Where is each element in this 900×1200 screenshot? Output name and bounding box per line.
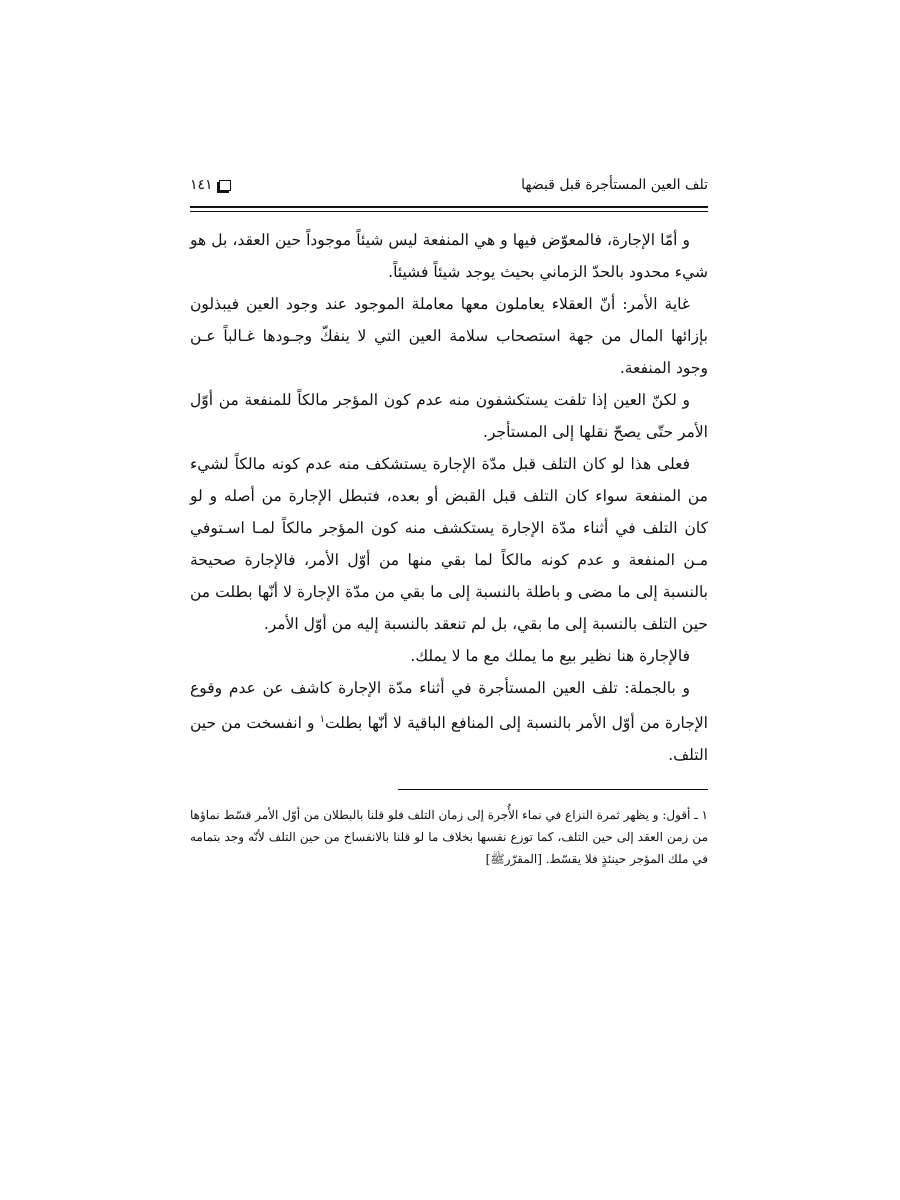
footnote-reference: ١ (319, 714, 325, 725)
page-number: ١٤١ (190, 177, 213, 193)
running-header (190, 170, 708, 200)
running-title: تلف العين المستأجرة قبل قبضها (521, 177, 708, 193)
paragraph: فعلى هذا لو كان التلف قبل مدّة الإجارة يستشكف منه عدم كونه مالكاً لشيء من المنفعة سواء كان التلف قبل القبض أو بعده، فتبطل الإجارة من أصله و لو كان التلف في أثناء مدّة الإجارة يستكشف منه كون المؤجر مالكاً لمـا اسـتوفي مـن المنفعة و عدم كونه مالكاً لما بقي منها من أوّل الأمر، فالإجارة صحيحة بالنسبة إلى ما مضى و باطلة بالنسبة إلى ما بقي من مدّة الإجارة لا أنّها بطلت من حين التلف بالنسبة إلى ما بقي، بل لم تنعقد بالنسبة إليه من أوّل الأمر. (190, 455, 708, 633)
page-number-group (190, 177, 231, 193)
header-double-rule (190, 206, 708, 212)
page (190, 170, 708, 870)
footnote: ١ ـ أقول: و يظهر ثمرة النزاع في نماء الأُجرة إلى زمان التلف فلو قلنا بالبطلان من أوّل الأمر قسّط نماؤها من زمن العقد إلى حين التلف، كما توزع نفسها بخلاف ما لو قلنا بالانفساخ من حين التلف لأنّه وجد بتمامه في ملك المؤجر حينئذٍ فلا يقسّط. [المقرّرﷺ] (189, 808, 708, 867)
page-box-icon (219, 180, 231, 191)
paragraph-text: و بالجملة: تلف العين المستأجرة في أثناء مدّة الإجارة كاشف عن عدم وقوع الإجارة من أوّل الأمر بالنسبة إلى المنافع الباقية لا أنّها بطلت (190, 679, 708, 733)
body-text (190, 224, 708, 771)
paragraph: و أمّا الإجارة، فالمعوّض فيها و هي المنفعة ليس شيئاً موجوداً حين العقد، بل هو شيء محدود بالحدّ الزماني بحيث يوجد شيئاً فشيئاً. (190, 231, 708, 281)
paragraph-text: و انفسخت من حين التلف. (190, 714, 708, 765)
footnote-rule (398, 789, 708, 790)
paragraph: فالإجارة هنا نظير بيع ما يملك مع ما لا يملك. (410, 647, 690, 665)
paragraph: و لكنّ العين إذا تلفت يستكشفون منه عدم كون المؤجر مالكاً للمنفعة من أوّل الأمر حتّى يصحّ نقلها إلى المستأجر. (190, 391, 708, 441)
paragraph-last (190, 672, 708, 771)
paragraph: غاية الأمر: أنّ العقلاء يعاملون معها معاملة الموجود عند وجود العين فيبذلون بإزائها المال من جهة استصحاب سلامة العين التي لا ينفكّ وجـودها غـالباً عـن وجود المنفعة. (190, 295, 708, 377)
